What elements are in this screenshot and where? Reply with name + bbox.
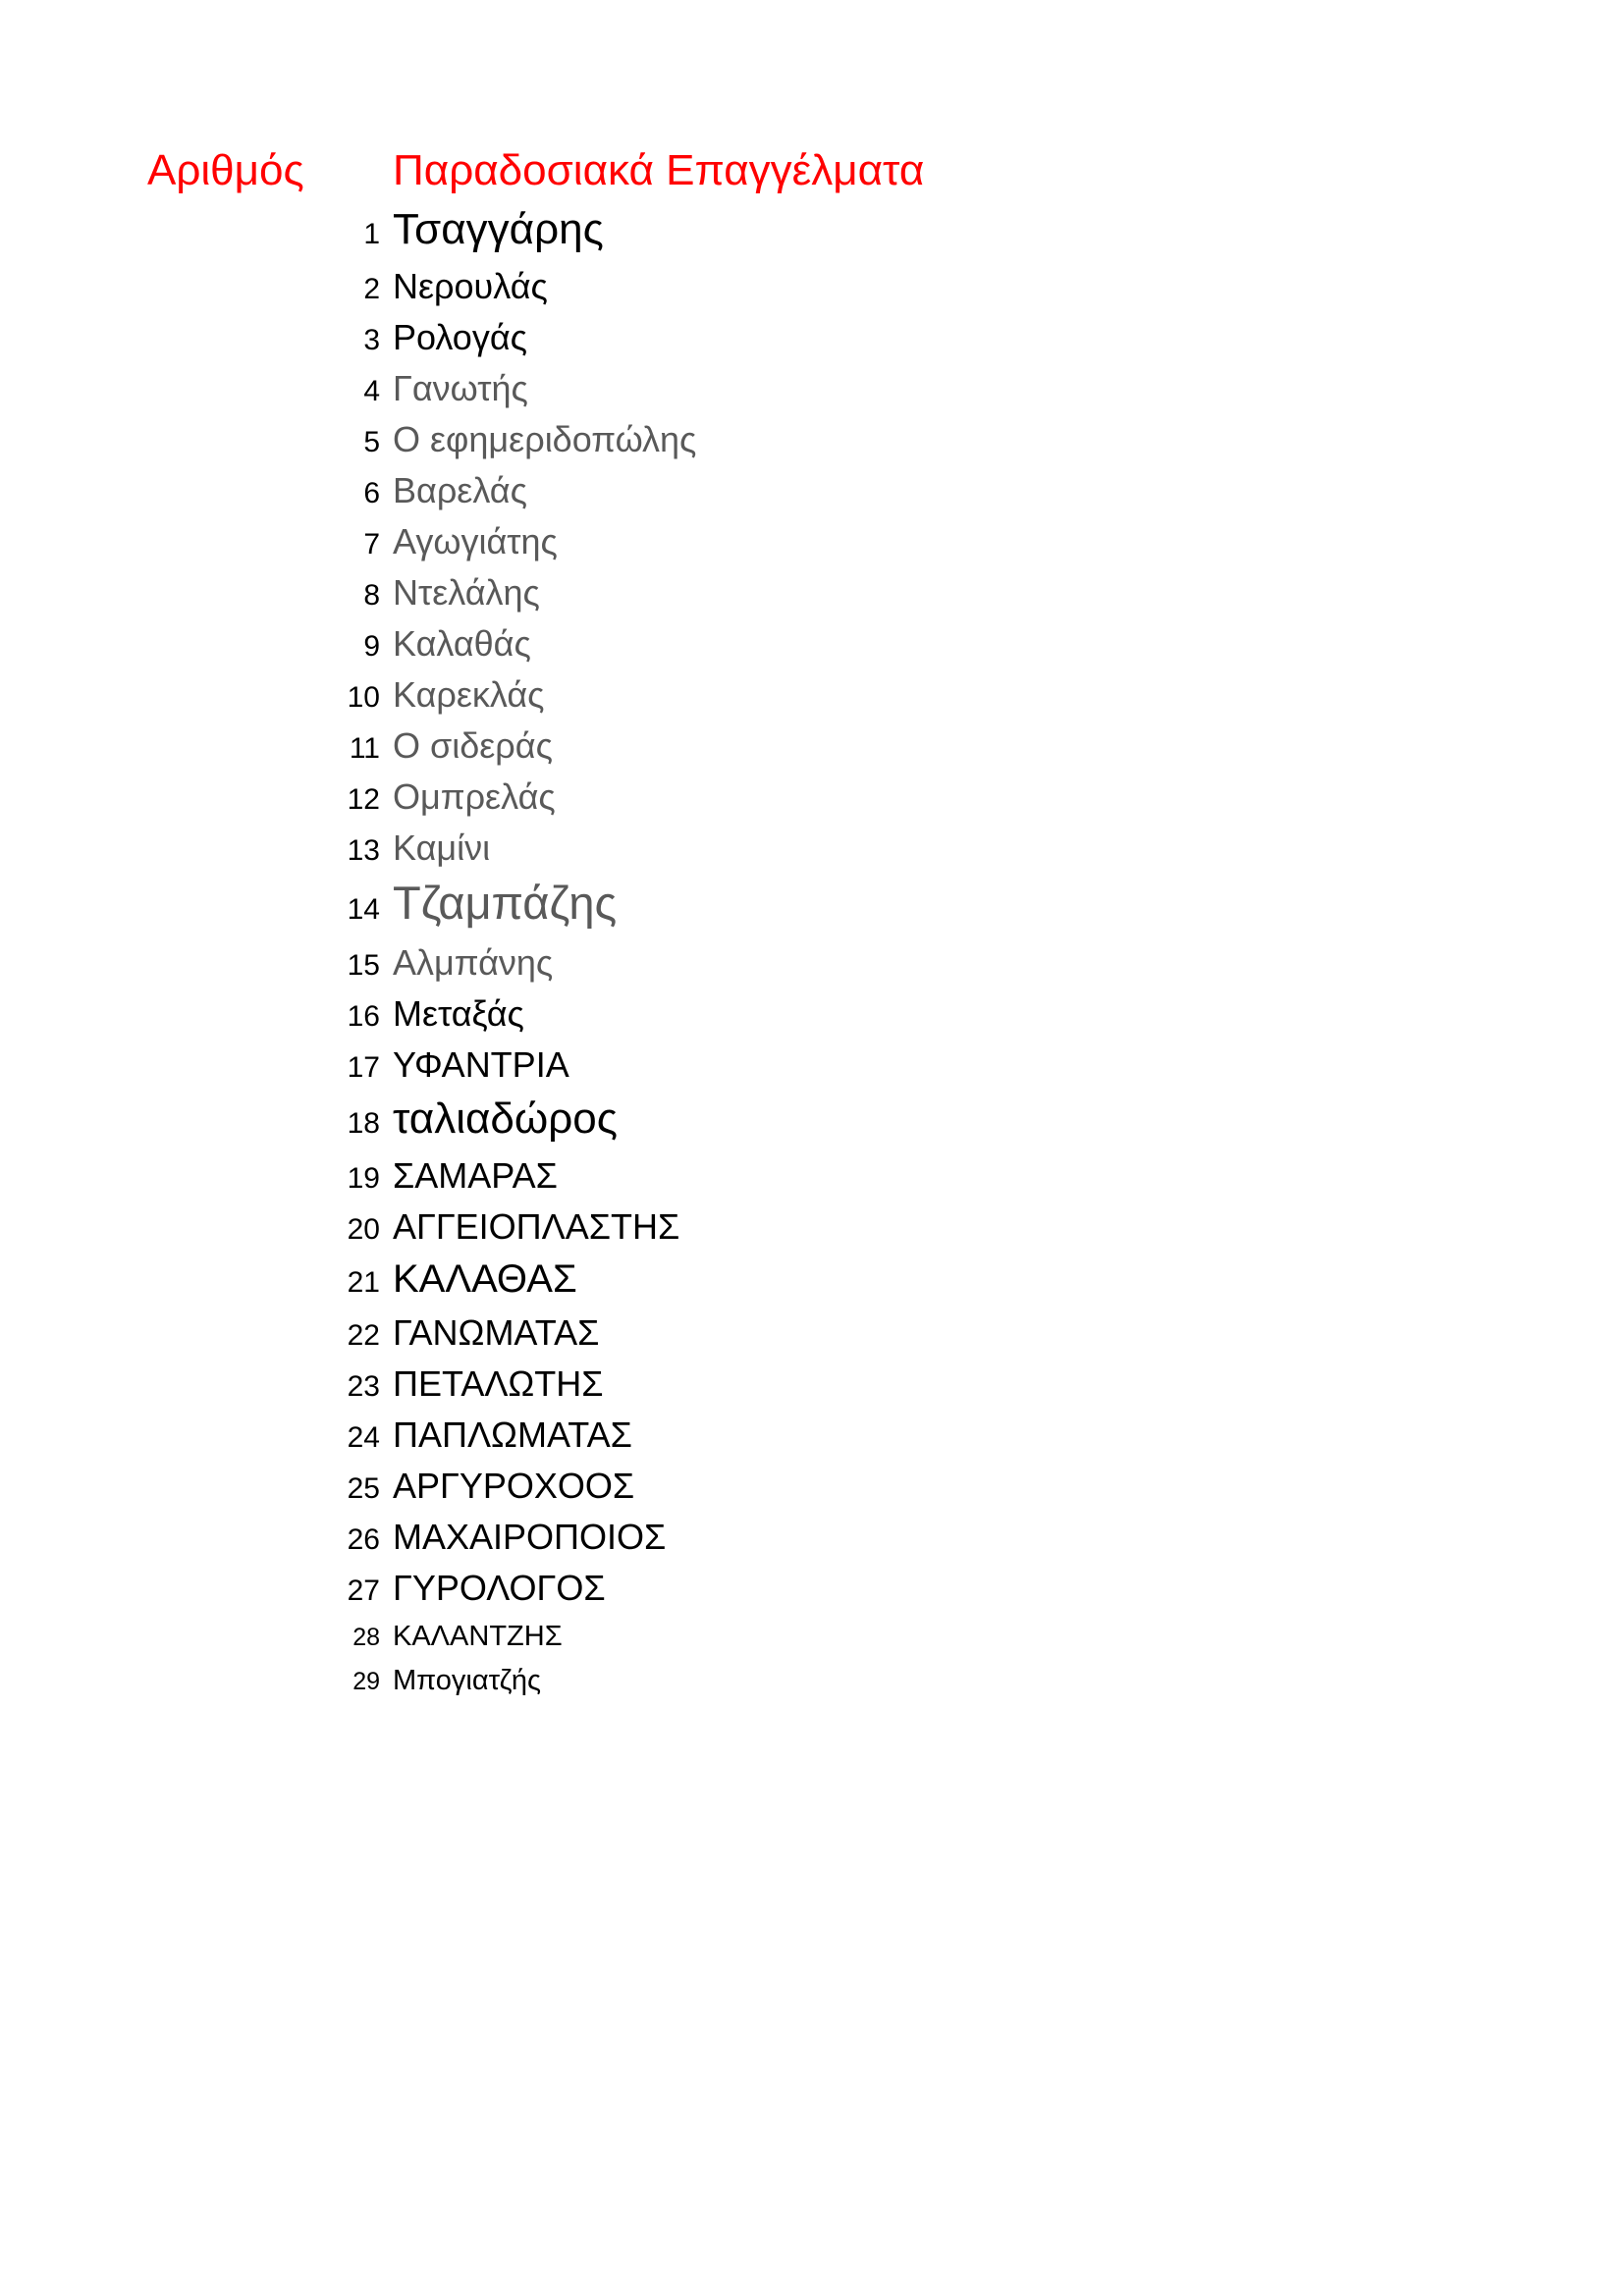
item-label: ΑΡΓΥΡΟΧΟΟΣ xyxy=(393,1466,635,1506)
item-number: 24 xyxy=(347,1421,380,1454)
item-number: 8 xyxy=(363,579,380,612)
item-label: Νερουλάς xyxy=(393,266,548,306)
item-label: Καμίνι xyxy=(393,828,491,868)
list-item xyxy=(147,364,1522,415)
list-item xyxy=(147,262,1522,313)
item-label: Καρεκλάς xyxy=(393,674,545,715)
item-label: Μπογιατζής xyxy=(393,1665,542,1696)
list-item xyxy=(147,989,1522,1041)
item-label: Τσαγγάρης xyxy=(393,205,604,253)
document-content xyxy=(147,141,1522,1703)
item-number: 10 xyxy=(347,681,380,714)
item-number: 22 xyxy=(347,1319,380,1352)
list-item xyxy=(147,1202,1522,1254)
list-item xyxy=(147,1513,1522,1564)
item-number: 5 xyxy=(363,426,380,458)
header-number-column-label: Αριθμός xyxy=(147,146,304,194)
item-label: Βαρελάς xyxy=(393,470,527,510)
item-label: ΜΑΧΑΙΡΟΠΟΙΟΣ xyxy=(393,1517,667,1557)
item-number: 23 xyxy=(347,1370,380,1403)
item-label: Αγωγιάτης xyxy=(393,521,558,561)
list-item xyxy=(147,1254,1522,1308)
list-item xyxy=(147,1360,1522,1411)
item-number: 21 xyxy=(347,1266,380,1299)
header-professions-column-label: Παραδοσιακά Επαγγέλματα xyxy=(393,146,925,194)
list-item xyxy=(147,1151,1522,1202)
item-label: Γανωτής xyxy=(393,368,528,408)
list-item xyxy=(147,1659,1522,1703)
list-item xyxy=(147,415,1522,466)
list-item xyxy=(147,568,1522,619)
professions-list xyxy=(147,202,1522,1703)
item-number: 9 xyxy=(363,630,380,663)
item-label: ΓΑΝΩΜΑΤΑΣ xyxy=(393,1312,600,1353)
item-label: Μεταξάς xyxy=(393,993,524,1034)
list-item xyxy=(147,1411,1522,1462)
list-item xyxy=(147,517,1522,568)
item-number: 1 xyxy=(363,218,380,250)
item-number: 12 xyxy=(347,783,380,816)
list-header xyxy=(147,141,1522,200)
item-label: ταλιαδώρος xyxy=(393,1095,618,1143)
list-item xyxy=(147,938,1522,989)
item-label: ΥΦΑΝΤΡΙΑ xyxy=(393,1044,569,1085)
list-item xyxy=(147,773,1522,824)
list-item xyxy=(147,824,1522,875)
list-item xyxy=(147,202,1522,262)
item-number: 20 xyxy=(347,1213,380,1246)
item-label: Καλαθάς xyxy=(393,623,531,664)
item-number: 29 xyxy=(352,1668,380,1695)
item-label: Αλμπάνης xyxy=(393,942,554,983)
list-item xyxy=(147,1564,1522,1615)
item-number: 27 xyxy=(347,1575,380,1607)
item-label: ΣΑΜΑΡΑΣ xyxy=(393,1155,558,1196)
item-label: ΚΑΛΑΝΤΖΗΣ xyxy=(393,1621,563,1652)
item-number: 17 xyxy=(347,1051,380,1084)
list-item xyxy=(147,1092,1522,1151)
item-label: Ντελάλης xyxy=(393,572,540,613)
list-item xyxy=(147,466,1522,517)
item-label: Ομπρελάς xyxy=(393,776,556,817)
list-item xyxy=(147,1041,1522,1092)
item-number: 2 xyxy=(363,273,380,305)
item-number: 14 xyxy=(347,893,380,926)
item-label: ΠΕΤΑΛΩΤΗΣ xyxy=(393,1363,604,1404)
item-number: 7 xyxy=(363,528,380,561)
item-label: Ο εφημεριδοπώλης xyxy=(393,419,697,459)
list-item xyxy=(147,619,1522,670)
list-item xyxy=(147,875,1522,938)
item-label: ΠΑΠΛΩΜΑΤΑΣ xyxy=(393,1415,632,1455)
item-number: 13 xyxy=(347,834,380,867)
item-label: ΑΓΓΕΙΟΠΛΑΣΤΗΣ xyxy=(393,1206,680,1247)
list-item xyxy=(147,721,1522,773)
item-number: 19 xyxy=(347,1162,380,1195)
list-item xyxy=(147,670,1522,721)
item-number: 6 xyxy=(363,477,380,509)
item-number: 3 xyxy=(363,324,380,356)
item-number: 16 xyxy=(347,1000,380,1033)
item-number: 26 xyxy=(347,1523,380,1556)
item-number: 4 xyxy=(363,375,380,407)
item-label: Τζαμπάζης xyxy=(393,877,618,929)
item-label: Ρολογάς xyxy=(393,317,527,357)
list-item xyxy=(147,1308,1522,1360)
item-number: 11 xyxy=(349,732,380,765)
list-item xyxy=(147,1462,1522,1513)
item-number: 15 xyxy=(347,949,380,982)
item-label: Ο σιδεράς xyxy=(393,725,553,766)
list-item xyxy=(147,1615,1522,1659)
item-number: 28 xyxy=(352,1624,380,1651)
item-number: 25 xyxy=(347,1472,380,1505)
item-number: 18 xyxy=(347,1107,380,1140)
item-label: ΓΥΡΟΛΟΓΟΣ xyxy=(393,1568,606,1608)
item-label: ΚΑΛΑΘΑΣ xyxy=(393,1257,577,1301)
list-item xyxy=(147,313,1522,364)
